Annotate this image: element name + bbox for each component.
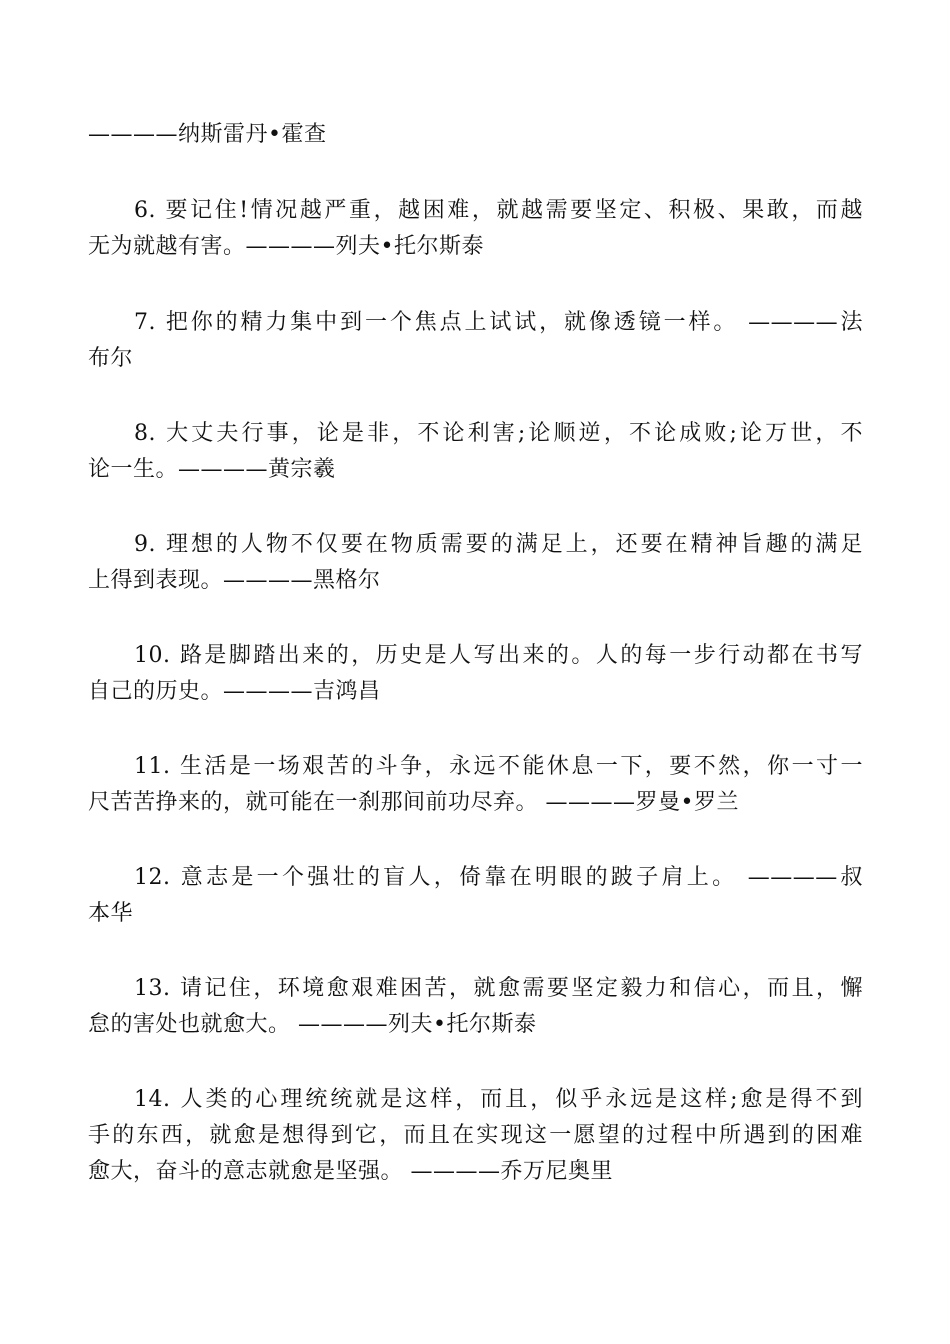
quote-13-line-1: 13. 请记住，环境愈艰难困苦，就愈需要坚定毅力和信心，而且，懈	[134, 976, 863, 1001]
quote-12-line-2: 本华	[88, 901, 134, 926]
quote-8-line-2: 论一生。————黄宗羲	[88, 457, 336, 482]
quote-9-line-2: 上得到表现。————黑格尔	[88, 568, 381, 593]
quote-8-line-1: 8. 大丈夫行事，论是非，不论利害;论顺逆，不论成败;论万世，不	[134, 421, 863, 446]
quote-14-line-1: 14. 人类的心理统统就是这样，而且，似乎永远是这样;愈是得不到	[134, 1087, 863, 1112]
quote-14-line-3: 愈大，奋斗的意志就愈是坚强。 ————乔万尼奥里	[88, 1159, 613, 1184]
quote-10-line-1: 10. 路是脚踏出来的，历史是人写出来的。人的每一步行动都在书写	[134, 643, 863, 668]
quote-6-line-1: 6. 要记住!情况越严重，越困难，就越需要坚定、积极、果敢，而越	[134, 198, 863, 223]
quote-13-line-2: 怠的害处也就愈大。 ————列夫•托尔斯泰	[88, 1012, 537, 1037]
quote-11-line-1: 11. 生活是一场艰苦的斗争，永远不能休息一下，要不然，你一寸一	[134, 754, 863, 779]
quote-9-line-1: 9. 理想的人物不仅要在物质需要的满足上，还要在精神旨趣的满足	[134, 532, 863, 557]
quote-7-line-1: 7. 把你的精力集中到一个焦点上试试，就像透镜一样。 ————法	[134, 310, 863, 335]
quote-6-line-2: 无为就越有害。————列夫•托尔斯泰	[88, 234, 484, 259]
quote-10-line-2: 自己的历史。————吉鸿昌	[88, 679, 381, 704]
quote-12-line-1: 12. 意志是一个强壮的盲人，倚靠在明眼的跛子肩上。 ————叔	[134, 865, 863, 890]
quote-14-line-2: 手的东西，就愈是想得到它，而且在实现这一愿望的过程中所遇到的困难	[88, 1123, 863, 1148]
quote-11-line-2: 尺苦苦挣来的，就可能在一刹那间前功尽弃。 ————罗曼•罗兰	[88, 790, 739, 815]
intro-attribution: ————纳斯雷丹•霍查	[88, 122, 327, 147]
quote-7-line-2: 布尔	[88, 346, 134, 371]
